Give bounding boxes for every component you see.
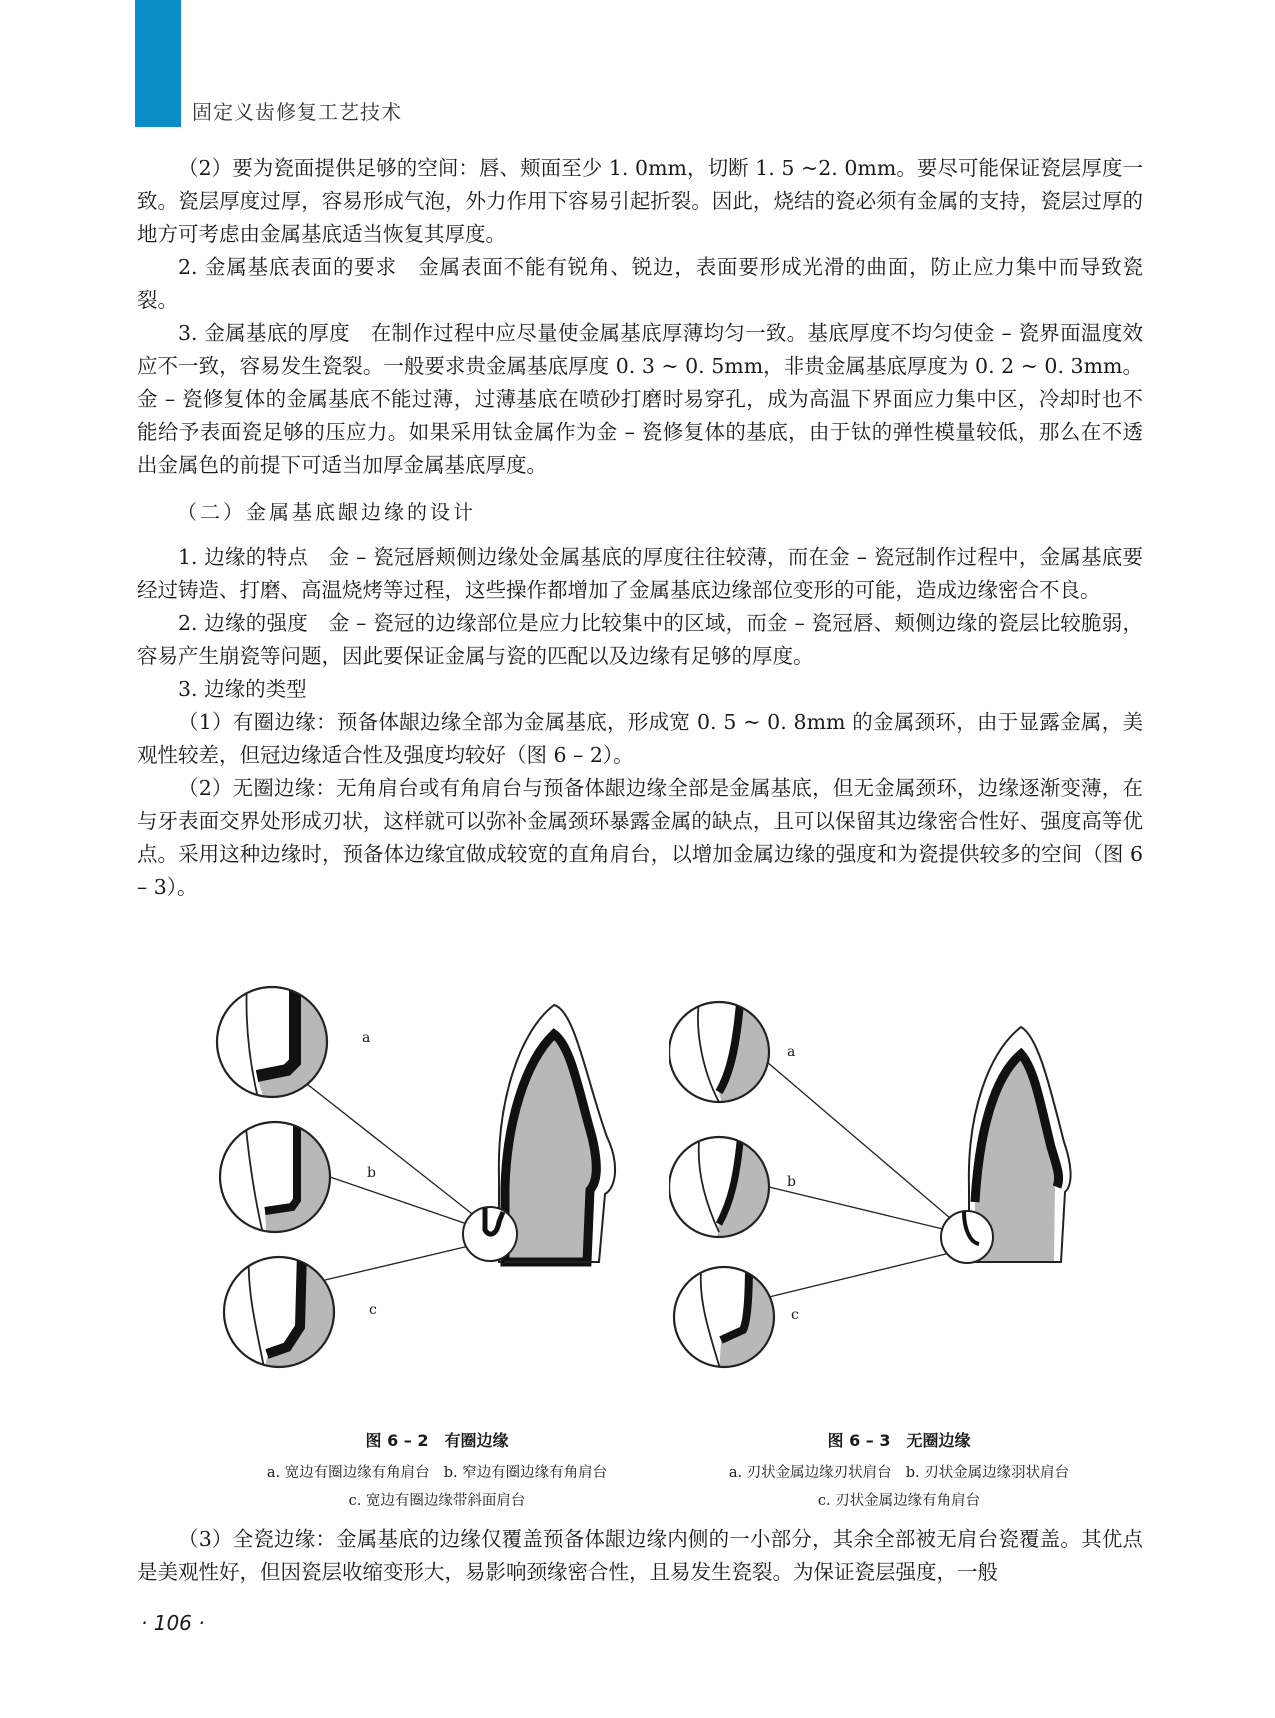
caption-item-c: c. 刃状金属边缘有角肩台 [817, 1493, 981, 1509]
detail-circle-b [669, 1132, 779, 1242]
caption-item-b: b. 刃状金属边缘羽状肩台 [905, 1465, 1070, 1481]
detail-label-b: b [367, 1165, 376, 1181]
paragraph: 2. 金属基底表面的要求 金属表面不能有锐角、锐边，表面要形成光滑的曲面，防止应力集中而导致瓷裂。 [137, 255, 1143, 312]
detail-circle-a [669, 992, 779, 1112]
detail-label-c: c [791, 1307, 799, 1323]
caption-item-c: c. 宽边有圈边缘带斜面肩台 [348, 1493, 526, 1509]
caption-item-a: a. 宽边有圈边缘有角肩台 [266, 1465, 430, 1481]
paragraph: 1. 边缘的特点 金 – 瓷冠唇颊侧边缘处金属基底的厚度往往较薄，而在金 – 瓷冠制作过程中，金属基底要经过铸造、打磨、高温烧烤等过程，这些操作都增加了金属基底边缘部位变形的可能，造成边缘密合不良。 [137, 545, 1143, 602]
paragraph: （1）有圈边缘：预备体龈边缘全部为金属基底，形成宽 0. 5 ~ 0. 8mm 的金属颈环，由于显露金属，美观性较差，但冠边缘适合性及强度均较好（图 6 – 2）。 [137, 710, 1143, 767]
paragraph: （3）全瓷边缘：金属基底的边缘仅覆盖预备体龈边缘内侧的一小部分，其余全部被无肩台瓷覆盖。其优点是美观性好，但因瓷层收缩变形大，易影响颈缘密合性，且易发生瓷裂。为保证瓷层强度，一般 [137, 1527, 1143, 1584]
paragraph: （2）无圈边缘：无角肩台或有角肩台与预备体龈边缘全部是金属基底，但无金属颈环，边缘逐渐变薄，在与牙表面交界处形成刃状，这样就可以弥补金属颈环暴露金属的缺点，且可以保留其边缘密合性好、强度高等优点。采用这种边缘时，预备体边缘宜做成较宽的直角肩台，以增加金属边缘的强度和为瓷提供较多的空间（图 6 – 3）。 [137, 776, 1143, 899]
book-title: 固定义齿修复工艺技术 [192, 100, 402, 124]
page-number: · 106 · [141, 1611, 205, 1635]
detail-circle-c [669, 1262, 779, 1372]
figures-area [137, 962, 1143, 1512]
detail-label-a: a [787, 1044, 796, 1060]
tooth-crown-diagram [499, 1005, 615, 1262]
detail-label-c: c [369, 1302, 377, 1318]
paragraph: 3. 金属基底的厚度 在制作过程中应尽量使金属基底厚薄均匀一致。基底厚度不均匀使金 – 瓷界面温度效应不一致，容易发生瓷裂。一般要求贵金属基底厚度 0. 3 ~ 0. 5mm，非贵金属基底厚度为 0. 2 ~ 0. 3mm。金 – 瓷修复体的金属基底不能过薄，过薄基底在喷砂打磨时易穿孔，成为高温下界面应力集中区，冷却时也不能给予表面瓷足够的压应力。如果采用钛金属作为金 – 瓷修复体的基底，由于钛的弹性模量较低，那么在不透出金属色的前提下可适当加厚金属基底厚度。 [137, 321, 1143, 477]
header-color-bar [135, 0, 181, 127]
detail-label-b: b [787, 1174, 796, 1190]
body-text-bottom [137, 1523, 1143, 1589]
paragraph: 3. 边缘的类型 [178, 677, 307, 701]
detail-label-a: a [362, 1030, 371, 1046]
figure-caption-line [669, 1489, 1129, 1510]
detail-circle-a [207, 962, 347, 1122]
figure-6-2-drawing [207, 962, 667, 1422]
zoom-circle [941, 1211, 993, 1263]
caption-item-b: b. 窄边有圈边缘有角肩台 [443, 1465, 608, 1481]
caption-item-a: a. 刃状金属边缘刃状肩台 [728, 1465, 892, 1481]
detail-circle-b [207, 1112, 347, 1252]
section-heading: （二）金属基底龈边缘的设计 [177, 500, 476, 524]
paragraph: 2. 边缘的强度 金 – 瓷冠的边缘部位是应力比较集中的区域，而金 – 瓷冠唇、颊侧边缘的瓷层比较脆弱，容易产生崩瓷等问题，因此要保证金属与瓷的匹配以及边缘有足够的厚度。 [137, 611, 1143, 668]
figure-caption-title: 图 6 – 3 无圈边缘 [827, 1431, 971, 1450]
figure-caption-line [207, 1461, 667, 1482]
figure-6-2 [207, 962, 667, 1509]
detail-circle-c [207, 1252, 347, 1392]
figure-caption-title: 图 6 – 2 有圈边缘 [365, 1431, 509, 1450]
paragraph: （2）要为瓷面提供足够的空间：唇、颊面至少 1. 0mm，切断 1. 5 ~2. 0mm。要尽可能保证瓷层厚度一致。瓷层厚度过厚，容易形成气泡，外力作用下容易引起折裂。因此，烧结的瓷必须有金属的支持，瓷层过厚的地方可考虑由金属基底适当恢复其厚度。 [137, 156, 1143, 246]
figure-6-3-drawing [669, 962, 1129, 1422]
connector-line [330, 1177, 467, 1224]
figure-caption-line [207, 1489, 667, 1510]
connector-line [307, 1084, 485, 1224]
connector-line [767, 1062, 964, 1230]
connector-line [325, 1246, 469, 1280]
connector-line [769, 1252, 954, 1297]
body-text-top [137, 152, 1143, 904]
figure-6-3 [669, 962, 1129, 1509]
figure-caption-line [669, 1461, 1129, 1482]
